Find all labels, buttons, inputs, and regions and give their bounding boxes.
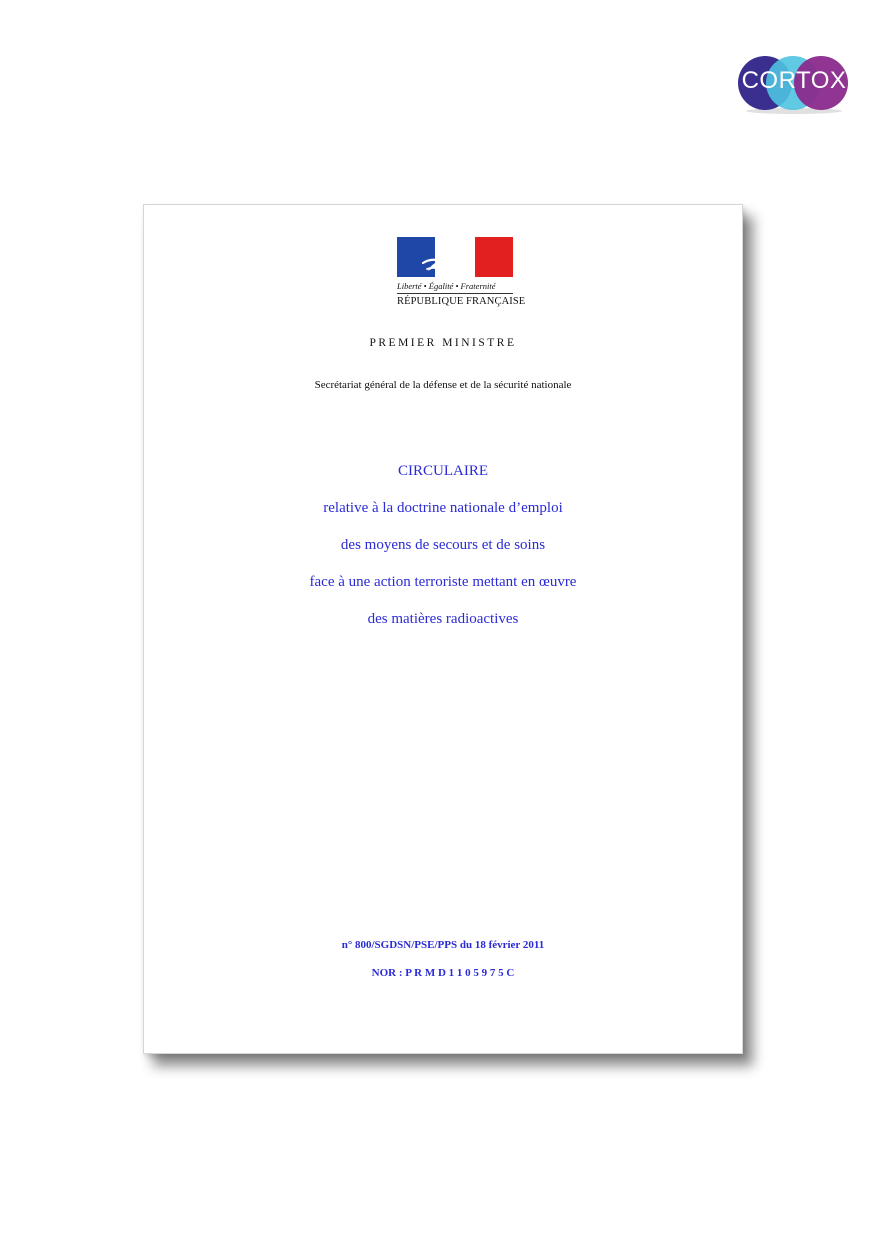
ministry-heading: PREMIER MINISTRE [369, 337, 517, 349]
circular-title-line: des matières radioactives [367, 611, 519, 627]
cortox-logo [738, 54, 850, 116]
circular-title-line: face à une action terroriste mettant en œuvre [309, 574, 577, 590]
circular-title-line: des moyens de secours et de soins [340, 537, 546, 553]
circular-reference-number: n° 800/SGDSN/PSE/PPS du 18 février 2011 [341, 939, 545, 951]
document-page [143, 204, 743, 1054]
circular-title-line: CIRCULAIRE [398, 463, 488, 479]
republique-francaise-logo [397, 237, 526, 307]
republic-name: RÉPUBLIQUE FRANÇAISE [397, 296, 526, 307]
tricolor-flag-icon [397, 237, 513, 277]
republic-motto: Liberté • Égalité • Fraternité [397, 281, 496, 291]
marianne-profile-icon [421, 237, 481, 277]
nor-number: NOR : P R M D 1 1 0 5 9 7 5 C [371, 967, 515, 979]
circular-title-line: relative à la doctrine nationale d’emploi [323, 500, 563, 516]
secretariat-heading: Secrétariat général de la défense et de la sécurité nationale [314, 379, 572, 391]
motto-divider [397, 293, 513, 294]
brand-name: CORTOX [741, 67, 847, 94]
